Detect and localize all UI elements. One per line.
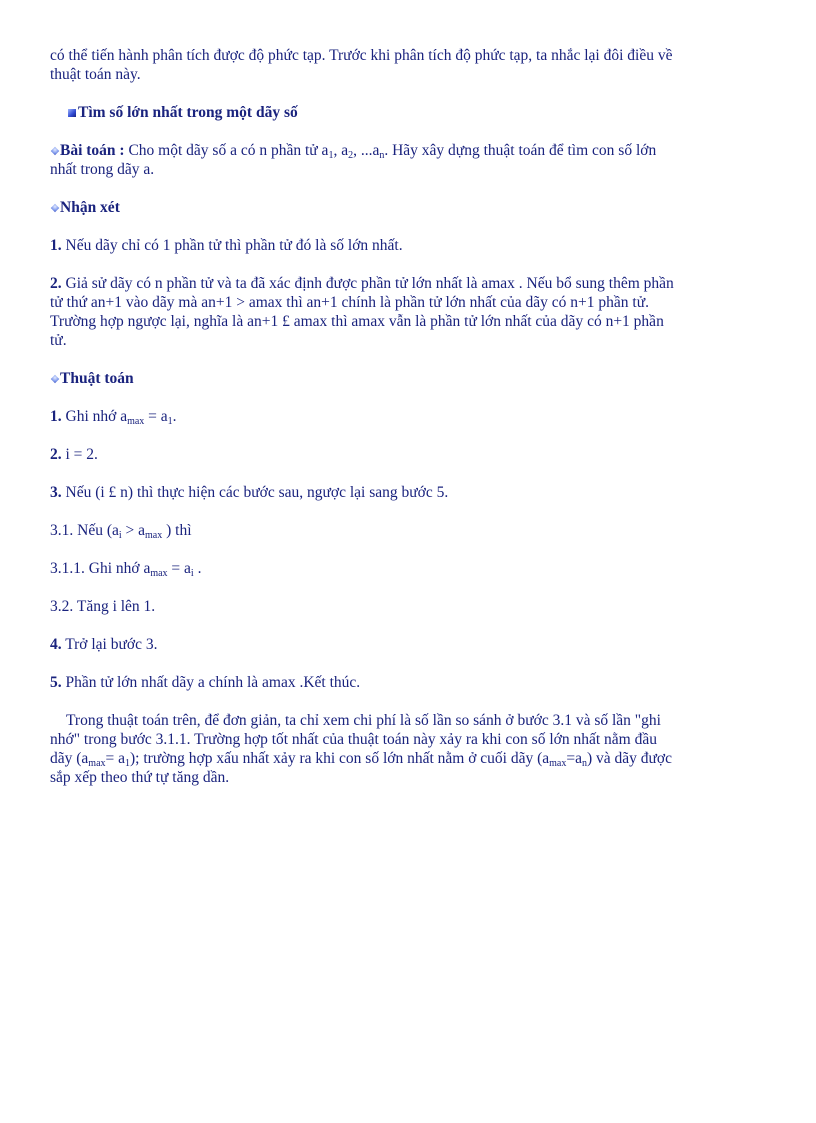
item-text: Trường hợp ngược lại, nghĩa là an+1 £ amax thì amax vẫn là phần tử lớn nhất của dãy có n+1 phần [50,313,664,330]
closing-text: nhớ" trong bước 3.1.1. Trường hợp tốt nhất của thuật toán này xảy ra khi con số lớn nhất nằm đầu [50,731,657,748]
diamond-bullet-icon [50,146,59,155]
step-text: i = 2. [61,446,98,463]
intro-line-2: thuật toán này. [50,66,141,83]
algorithm-step-3-2 [50,597,768,616]
problem-text: , a [333,142,349,159]
step-text: Nếu (i £ n) thì thực hiện các bước sau, ngược lại sang bước 5. [61,484,449,501]
algorithm-step-1 [50,407,768,426]
subscript: n [581,758,587,769]
subscript: max [150,568,168,579]
step-text: > a [121,522,146,539]
step-number: 5. [50,674,62,691]
closing-text: =a [566,750,582,767]
remark-label: Nhận xét [60,199,120,216]
step-number: 3. [50,484,62,501]
algorithm-step-5 [50,673,768,692]
intro-line-1: có thể tiến hành phân tích được độ phức tạp. Trước khi phân tích độ phức tạp, ta nhắc lại đôi điều về [50,47,673,64]
item-text: Nếu dãy chỉ có 1 phần tử thì phần tử đó là số lớn nhất. [61,237,403,254]
diamond-bullet-icon [50,203,59,212]
step-number: 4. [50,636,62,653]
item-text: tử. [50,332,67,349]
algorithm-step-2 [50,445,768,464]
step-text: ) thì [162,522,192,539]
step-text: Trở lại bước 3. [61,636,158,653]
subscript: max [127,416,145,427]
subscript: max [549,758,567,769]
step-text: Ghi nhớ a [61,408,128,425]
remark-item-1 [50,236,768,255]
step-text: = a [167,560,191,577]
closing-text: sắp xếp theo thứ tự tăng dần. [50,769,230,786]
closing-text: Trong thuật toán trên, để đơn giản, ta chỉ xem chi phí là số lần so sánh ở bước 3.1 và số lần "ghi [66,712,661,729]
step-text: . [193,560,202,577]
closing-text: dãy (a [50,750,89,767]
step-text: = a [144,408,168,425]
problem-paragraph [50,141,768,179]
problem-label: Bài toán : [60,142,125,159]
algorithm-step-3 [50,483,768,502]
closing-text: ) và dãy được [586,750,673,767]
subscript: max [145,530,163,541]
subscript: max [88,758,106,769]
subscript: 2 [348,150,354,161]
section-title: Tìm số lớn nhất trong một dãy số [78,104,298,121]
remark-item-2 [50,274,768,350]
step-number: 2. [50,446,62,463]
algorithm-heading [50,369,768,388]
step-text: 3.1.1. Ghi nhớ a [50,560,151,577]
subscript: i [190,568,194,579]
problem-text: . Hãy xây dựng thuật toán để tìm con số lớn [384,142,657,159]
subscript: n [379,150,385,161]
subscript: 1 [328,150,334,161]
closing-paragraph [50,711,768,787]
section-heading [50,103,768,122]
algorithm-step-3-1 [50,521,768,540]
diamond-bullet-icon [50,374,59,383]
step-text: Phần tử lớn nhất dãy a chính là amax .Kết thúc. [61,674,361,691]
step-text: . [172,408,177,425]
document-body [50,46,768,787]
step-text: 3.2. Tăng i lên 1. [50,598,156,615]
step-text: 3.1. Nếu (a [50,522,119,539]
closing-text: ); trường hợp xấu nhất xảy ra khi con số lớn nhất nằm ở cuối dãy (a [130,750,550,767]
remark-heading [50,198,768,217]
item-number: 1. [50,237,62,254]
item-text: Giả sử dãy có n phần tử và ta đã xác định được phần tử lớn nhất là amax . Nếu bổ sung thêm phần [61,275,674,292]
subscript: i [118,530,122,541]
algorithm-label: Thuật toán [60,370,134,387]
subscript: 1 [167,416,173,427]
step-number: 1. [50,408,62,425]
item-number: 2. [50,275,62,292]
problem-text: nhất trong dãy a. [50,161,155,178]
subscript: 1 [125,758,131,769]
problem-text: Cho một dãy số a có n phần tử a [124,142,329,159]
problem-text: , ...a [353,142,380,159]
item-text: tử thứ an+1 vào dãy mà an+1 > amax thì an+1 chính là phần tử lớn nhất của dãy có n+1 phần tử. [50,294,650,311]
closing-text: = a [105,750,126,767]
square-bullet-icon [68,109,76,117]
algorithm-step-4 [50,635,768,654]
intro-paragraph [50,46,768,84]
algorithm-step-3-1-1 [50,559,768,578]
